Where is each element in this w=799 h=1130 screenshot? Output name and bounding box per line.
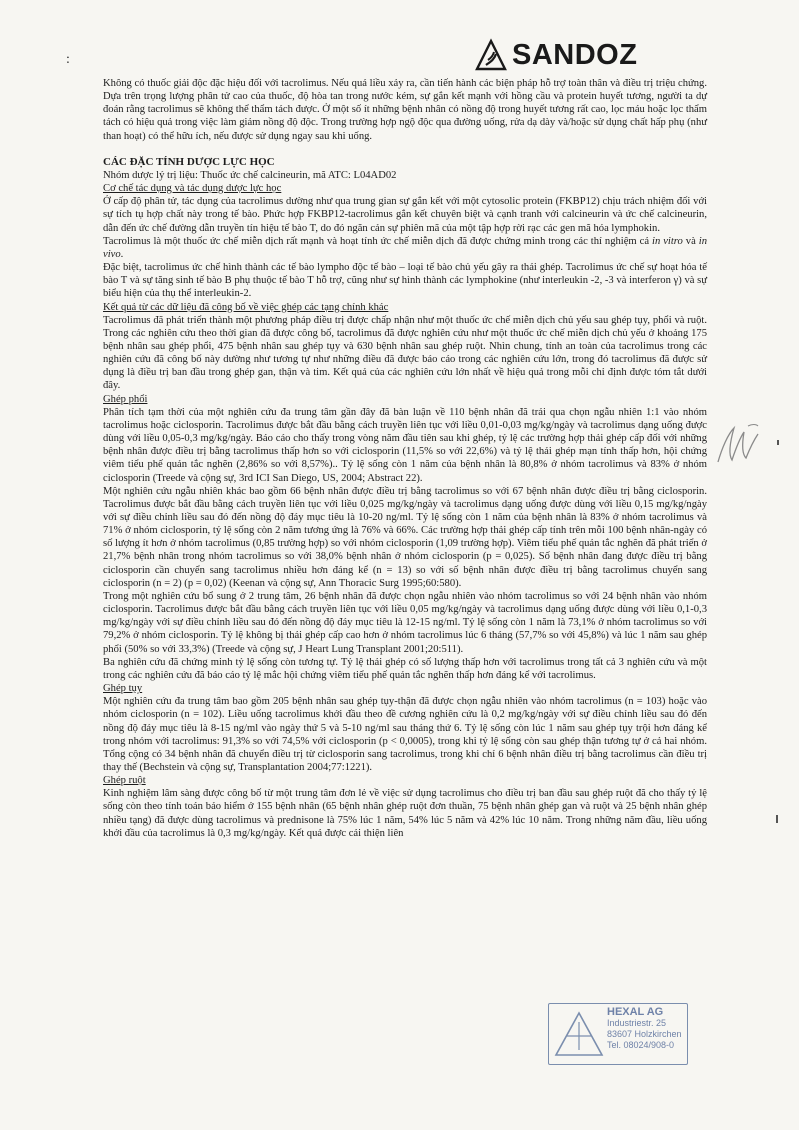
- scan-mark: [777, 440, 779, 445]
- brand-name: SANDOZ: [512, 38, 638, 71]
- stamp-address-city: 83607 Holzkirchen: [607, 1029, 682, 1039]
- document-body: [103, 77, 707, 840]
- subheading-mechanism: Cơ chế tác dụng và tác dụng dược lực học: [103, 183, 282, 195]
- paragraph-lung-2: Một nghiên cứu ngẫu nhiên khác bao gồm 66 bệnh nhân được điều trị bằng tacrolimus so với 67 bệnh nhân được điều trị bằng ciclosporin. Tacrolimus được bắt đầu bằng cách truyền liên tục với liều 0,025 mg/kg/ngày và tacrolimus dạng uống được dùng với liều 0,15 mg/kg/ngày với sự điều chỉnh liều sau đó đến nồng độ đáy mục tiêu là 10-20 ng/ml. Tỷ lệ sống còn 1 năm của bệnh nhân là 83% ở nhóm tacrolimus và 71% ở nhóm ciclosporin, tỷ lệ sống còn 2 năm tương ứng là 76% và 66%. Các trường hợp thải ghép cấp tính trên mỗi 100 bệnh nhân-ngày có số lượng ít hơn ở nhóm tacrolimus (0,85 trường hợp) so với nhóm ciclosporin (1,09 trường hợp). Viêm tiểu phế quản tắc nghẽn đã phát triển ở 21,7% bệnh nhân trong nhóm tacrolimus so với 38,0% bệnh nhân ở nhóm ciclosporin (p = 0,025). Số bệnh nhân đang được điều trị bằng ciclosporin cần chuyển sang tacrolimus nhiều hơn đáng kể (n = 13) so với số bệnh nhân được điều trị bằng tacrolimus chuyển sang ciclosporin (n = 2) (p = 0,02) (Keenan và cộng sự, Ann Thoracic Surg 1995;60:580).: [103, 485, 707, 589]
- section-heading-pharmacodynamics: CÁC ĐẶC TÍNH DƯỢC LỰC HỌC: [103, 155, 275, 168]
- paragraph-overdose: Không có thuốc giải độc đặc hiệu đối với tacrolimus. Nếu quá liều xảy ra, cần tiến hành các biện pháp hỗ trợ toàn thân và điều trị triệu chứng. Dựa trên trọng lượng phân tử cao của thuốc, độ hòa tan trong nước kém, sự gắn kết mạnh với hồng cầu và protein huyết tương, người ta dự đoán rằng tacrolimus sẽ không thể thẩm tách được. Ở một số ít những bệnh nhân có nồng độ trong huyết tương rất cao, lọc máu hoặc lọc thẩm tách có hiệu quả trong việc làm giảm nồng độ độc. Trong trường hợp ngộ độc qua đường uống, rửa dạ dày và/hoặc sử dụng chất hấp phụ (như than hoạt) có thể hữu ích, nếu được sử dụng ngay sau khi uống.: [103, 78, 707, 142]
- paragraph-pancreas: Một nghiên cứu đa trung tâm bao gồm 205 bệnh nhân sau ghép tụy-thận đã được chọn ngẫu nhiên vào nhóm tacrolimus (n = 103) hoặc vào nhóm ciclosporin (n = 102). Liều uống tacrolimus khởi đầu theo đề cương nghiên cứu là 0,2 mg/kg/ngày với sự điều chỉnh liều sau đó đến nồng độ đáy mục tiêu là 8-15 ng/ml vào ngày thứ 5 và 5-10 ng/ml sau tháng thứ 6. Tỷ lệ sống còn lúc 1 năm sau ghép tụy trội hơn đáng kể trong nhóm với tacrolimus: 91,3% so với 74,5% với ciclosporin (p < 0,0005), trong khi tỷ lệ sống còn sau ghép thận tương tự ở cả hai nhóm. Tổng cộng có 34 bệnh nhân đã chuyển điều trị từ ciclosporin sang tacrolimus, trong khi chỉ 6 bệnh nhân điều trị bằng tacrolimus cần điều trị thay thế (Bechstein và cộng sự, Transplantation 2004;77:1221).: [103, 696, 707, 773]
- subheading-pancreas-transplant: Ghép tụy: [103, 683, 143, 695]
- stamp-company: HEXAL AG: [607, 1006, 664, 1018]
- paragraph-invitro-invivo: Tacrolimus là một thuốc ức chế miễn dịch rất mạnh và hoạt tính ức chế miễn dịch đã được chứng minh trong các thí nghiệm cả in vitro và in vivo.: [103, 235, 707, 260]
- handwritten-signature: [712, 418, 762, 468]
- stamp-address-street: Industriestr. 25: [607, 1018, 667, 1028]
- subheading-lung-transplant: Ghép phổi: [103, 393, 148, 405]
- paragraph-intestine: Kinh nghiệm lâm sàng được công bố từ một trung tâm đơn lẻ về việc sử dụng tacrolimus cho điều trị ban đầu sau ghép ruột đã cho thấy tỷ lệ sống còn theo tính toán bảo hiểm ở 155 bệnh nhân (65 bệnh nhân ghép ruột đơn thuần, 75 bệnh nhân ghép gan và ruột và 25 bệnh nhân ghép nhiều tạng) đã được dùng tacrolimus và prednisone là 75% lúc 1 năm, 54% lúc 5 năm và 42% lúc 10 năm. Trong những năm đầu, liều uống khởi đầu của tacrolimus là 0,3 mg/kg/ngày. Kết quả được cải thiện liên: [103, 788, 707, 839]
- paragraph-lymphocytes: Đặc biệt, tacrolimus ức chế hình thành các tế bào lympho độc tế bào – loại tế bào chủ yếu gây ra thải ghép. Tacrolimus ức chế sự hoạt hóa tế bào T và sự tăng sinh tế bào B phụ thuộc tế bào T hỗ trợ, cũng như sự hình thành các lymphokine (như interleukin -2, -3 và interferon γ) và sự biểu hiện của thụ thể interleukin-2.: [103, 262, 707, 300]
- stamp-phone: Tel. 08024/908-0: [607, 1040, 675, 1050]
- company-stamp: [548, 1003, 688, 1065]
- paragraph-pharmacotherapeutic-group: Nhóm dược lý trị liệu: Thuốc ức chế calcineurin, mã ATC: L04AD02: [103, 169, 397, 181]
- paragraph-mechanism: Ở cấp độ phân tử, tác dụng của tacrolimus dường như qua trung gian sự gắn kết với một cytosolic protein (FKBP12) chịu trách nhiệm đối với sự tích tụ hợp chất này trong tế bào. Phức hợp FKBP12-tacrolimus gắn kết chuyên biệt và cạnh tranh với calcineurin và ức chế calcineurin, dẫn đến ức chế đường dẫn truyền tín hiệu tế bào T, do đó ngăn cản sự phiên mã của một tập hợp rời rạc các gen mã hóa lymphokin.: [103, 196, 707, 234]
- sandoz-logo: [474, 38, 637, 72]
- subheading-intestine-transplant: Ghép ruột: [103, 775, 146, 787]
- stamp-logo-icon: [553, 1010, 605, 1058]
- paragraph-published-results: Tacrolimus đã phát triển thành một phương pháp điều trị được chấp nhận như một thuốc ức chế miễn dịch chủ yếu sau ghép tụy, phổi và ruột. Trong các nghiên cứu theo thời gian đã được công bố, tacrolimus đã được nghiên cứu như một thuốc ức chế miễn dịch chủ yếu ở khoảng 175 bệnh nhân sau ghép phổi, 475 bệnh nhân sau ghép tụy và 630 bệnh nhân sau ghép ruột. Nhìn chung, tính an toàn của tacrolimus trong các nghiên cứu đã công bố này dường như tương tự như những điều đã được báo cáo trong các nghiên cứu lớn, trong đó tacrolimus đã được sử dụng là điều trị ban đầu trong ghép gan, thận và tim. Kết quả của các nghiên cứu lớn nhất về hiệu quả trong mỗi chỉ định được tóm tắt dưới đây.: [103, 314, 707, 392]
- paragraph-lung-3: Trong một nghiên cứu bổ sung ở 2 trung tâm, 26 bệnh nhân đã được chọn ngẫu nhiên vào nhóm tacrolimus so với 24 bệnh nhân vào nhóm ciclosporin. Tacrolimus được bắt đầu bằng cách truyền liên tục với liều 0,05 mg/kg/ngày và tacrolimus dạng uống được dùng với liều 0,1-0,3 mg/kg/ngày với sự điều chỉnh liều sau đó đến nồng độ đáy mục tiêu là 12-15 ng/ml. Tỷ lệ sống còn 1 năm là 73,1% ở nhóm tacrolimus so với 79,2% ở nhóm ciclosporin. Tỷ lệ không bị thải ghép cấp cao hơn ở nhóm tacrolimus lúc 6 tháng (57,7% so với 45,8%) và lúc 1 năm sau ghép phổi (50% so với 33,3%) (Treede và cộng sự, J Heart Lung Transplant 2001;20:511).: [103, 590, 707, 655]
- scan-mark: [776, 815, 778, 823]
- header-mark: :: [66, 52, 70, 67]
- paragraph-lung-4: Ba nghiên cứu đã chứng minh tỷ lệ sống còn tương tự. Tỷ lệ thải ghép có số lượng thấp hơn với tacrolimus trong tất cả 3 nghiên cứu và một trong các nghiên cứu đã báo cáo tỷ lệ mắc hội chứng viêm tiểu phế quản tắc nghẽn thấp hơn đáng kể với tacrolimus.: [103, 656, 707, 681]
- subheading-published-results: Kết quả từ các dữ liệu đã công bố về việc ghép các tạng chính khác: [103, 301, 389, 313]
- paragraph-lung-1: Phân tích tạm thời của một nghiên cứu đa trung tâm gần đây đã bàn luận về 110 bệnh nhân đã trải qua chọn ngẫu nhiên 1:1 vào nhóm tacrolimus hoặc ciclosporin. Tacrolimus được bắt đầu bằng cách truyền liên tục với liều 0,01-0,03 mg/kg/ngày và tacrolimus dạng uống được dùng với liều 0,05-0,3 mg/kg/ngày. Báo cáo cho thấy trong vòng năm đầu tiên sau khi ghép, tỷ lệ các trường hợp thải ghép cấp đối với những bệnh nhân được điều trị bằng tacrolimus thấp hơn so với ciclosporin (11,5% so với 22,6%) và tỷ lệ thải ghép mạn tính thấp hơn, hội chứng viêm tiểu phế quản tắc nghẽn (2,86% so với 8,57%).. Tỷ lệ sống còn 1 năm của bệnh nhân là 80,8% ở nhóm tacrolimus và 83% ở nhóm ciclosporin (Treede và cộng sự, 3rd ICI San Diego, US, 2004; Abstract 22).: [103, 406, 707, 484]
- sandoz-logo-icon: [474, 38, 508, 72]
